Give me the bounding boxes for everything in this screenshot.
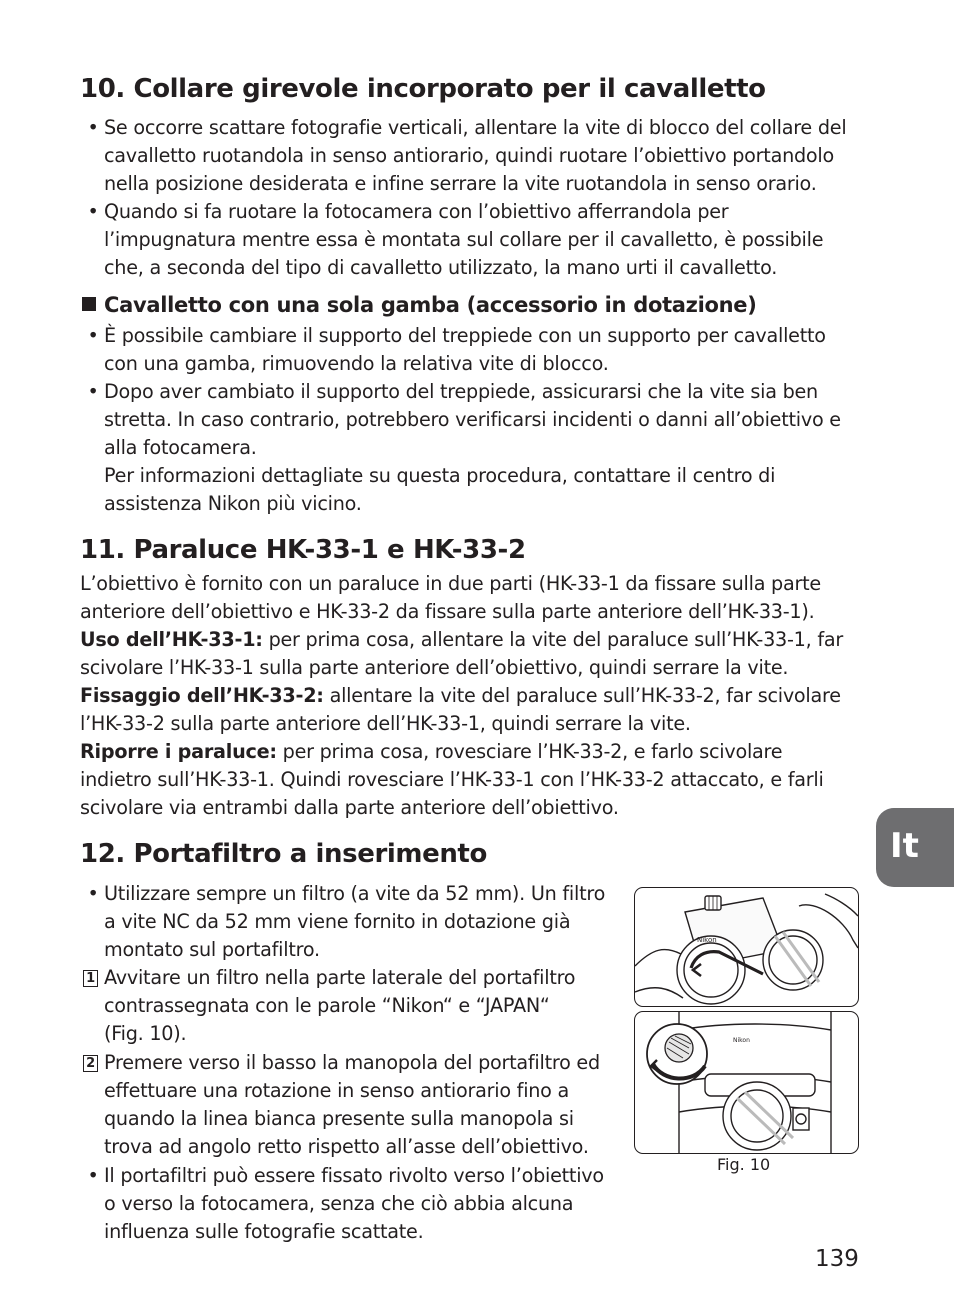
text-line: con una gamba, rimuovendo la relativa vite di blocco.: [104, 352, 609, 375]
section-10-title: 10. Collare girevole incorporato per il cavalletto: [80, 74, 766, 104]
section-11-title: 11. Paraluce HK-33-1 e HK-33-2: [80, 535, 526, 565]
figure-filter-holder: [634, 887, 859, 1007]
text-line: a vite NC da 52 mm viene fornito in dotazione già: [104, 910, 571, 933]
text-line: allentare la vite del paraluce sull’HK-33-2, far scivolare: [323, 684, 841, 707]
lens-knob-illustration: [635, 1012, 858, 1153]
text-line: l’impugnatura mentre essa è montata sul collare per il cavalletto, è possibile: [104, 228, 824, 251]
text-line: Quando si fa ruotare la fotocamera con l’obiettivo afferrandola per: [104, 200, 729, 223]
bullet-mark: •: [87, 116, 99, 139]
text-line: che, a seconda del tipo di cavalletto utilizzato, la mano urti il cavalletto.: [104, 256, 778, 279]
text-line: Per informazioni dettagliate su questa procedura, contattare il centro di: [104, 464, 776, 487]
square-bullet-icon: [82, 297, 96, 311]
section-12-title: 12. Portafiltro a inserimento: [80, 839, 487, 869]
text-line: anteriore dell’obiettivo e HK-33-2 da fissare sulla parte anteriore dell’HK-33-1).: [80, 600, 815, 623]
bullet-mark: •: [87, 380, 99, 403]
figure-lens-knob: [634, 1011, 859, 1154]
brand-mark: Nikon: [733, 1037, 750, 1044]
item-label: Riporre i paraluce:: [80, 740, 277, 763]
text-line: Se occorre scattare fotografie verticali, allentare la vite di blocco del collare del: [104, 116, 847, 139]
text-line: (Fig. 10).: [104, 1022, 187, 1045]
bullet-mark: •: [87, 1164, 99, 1187]
text-line: contrassegnata con le parole “Nikon“ e “JAPAN“: [104, 994, 550, 1017]
bullet-mark: •: [87, 324, 99, 347]
text-line: stretta. In caso contrario, potrebbero verificarsi incidenti o danni all’obiettivo e: [104, 408, 841, 431]
text-line: scivolare l’HK-33-1 sulla parte anteriore dell’obiettivo, quindi serrare la vite.: [80, 656, 789, 679]
hood-item: [80, 738, 824, 822]
brand-mark: Nikon: [697, 936, 717, 944]
bullet-item: [80, 114, 846, 198]
text-line: Il portafiltri può essere fissato rivolto verso l’obiettivo: [104, 1164, 604, 1187]
bullet-item: [80, 1162, 604, 1246]
text-line: per prima cosa, allentare la vite del paraluce sull’HK-33-1, far: [262, 628, 843, 651]
filter-holder-illustration: [635, 888, 858, 1006]
bullet-mark: •: [87, 882, 99, 905]
text-line: Dopo aver cambiato il supporto del treppiede, assicurarsi che la vite sia ben: [104, 380, 818, 403]
bullet-item: [80, 880, 605, 964]
text-line: cavalletto ruotandola in senso antiorario, quindi ruotare l’obiettivo portandolo: [104, 144, 834, 167]
item-label: Uso dell’HK-33-1:: [80, 628, 263, 651]
subheading-text: Cavalletto con una sola gamba (accessorio in dotazione): [104, 293, 757, 317]
step-item: [80, 1049, 600, 1161]
text-line: scivolare via entrambi dalla parte anteriore dell’obiettivo.: [80, 796, 619, 819]
text-line: effettuare una rotazione in senso antiorario fino a: [104, 1079, 570, 1102]
text-line: Utilizzare sempre un filtro (a vite da 52 mm). Un filtro: [104, 882, 606, 905]
bullet-item: [80, 322, 826, 378]
bullet-item: [80, 378, 841, 518]
hood-intro: [80, 570, 821, 626]
text-line: quando la linea bianca presente sulla manopola si: [104, 1107, 574, 1130]
text-line: L’obiettivo è fornito con un paraluce in due parti (HK-33-1 da fissare sulla parte: [80, 572, 821, 595]
text-line: montato sul portafiltro.: [104, 938, 320, 961]
bullet-mark: •: [87, 200, 99, 223]
text-line: nella posizione desiderata e infine serrare la vite ruotandola in senso orario.: [104, 172, 817, 195]
language-tab-label: It: [890, 826, 919, 866]
item-label: Fissaggio dell’HK-33-2:: [80, 684, 324, 707]
language-tab: [876, 808, 954, 887]
bullet-item: [80, 198, 823, 282]
figure-caption: Fig. 10: [717, 1155, 771, 1174]
hood-item: [80, 682, 841, 738]
text-line: assistenza Nikon più vicino.: [104, 492, 362, 515]
step-number: 1: [83, 970, 98, 987]
text-line: per prima cosa, rovesciare l’HK-33-2, e farlo scivolare: [276, 740, 783, 763]
subheading: [82, 291, 757, 319]
hood-item: [80, 626, 843, 682]
step-item: [80, 964, 575, 1048]
text-line: Premere verso il basso la manopola del portafiltro ed: [104, 1051, 600, 1074]
step-number: 2: [83, 1055, 98, 1072]
text-line: indietro sull’HK-33-1. Quindi rovesciare l’HK-33-1 con l’HK-33-2 attaccato, e farli: [80, 768, 824, 791]
text-line: influenza sulle fotografie scattate.: [104, 1220, 424, 1243]
page-number: 139: [815, 1246, 859, 1272]
text-line: alla fotocamera.: [104, 436, 257, 459]
text-line: l’HK-33-2 sulla parte anteriore dell’HK-33-1, quindi serrare la vite.: [80, 712, 691, 735]
text-line: trova ad angolo retto rispetto all’asse dell’obiettivo.: [104, 1135, 589, 1158]
text-line: Avvitare un filtro nella parte laterale del portafiltro: [104, 966, 576, 989]
text-line: È possibile cambiare il supporto del treppiede con un supporto per cavalletto: [104, 324, 826, 347]
text-line: o verso la fotocamera, senza che ciò abbia alcuna: [104, 1192, 574, 1215]
